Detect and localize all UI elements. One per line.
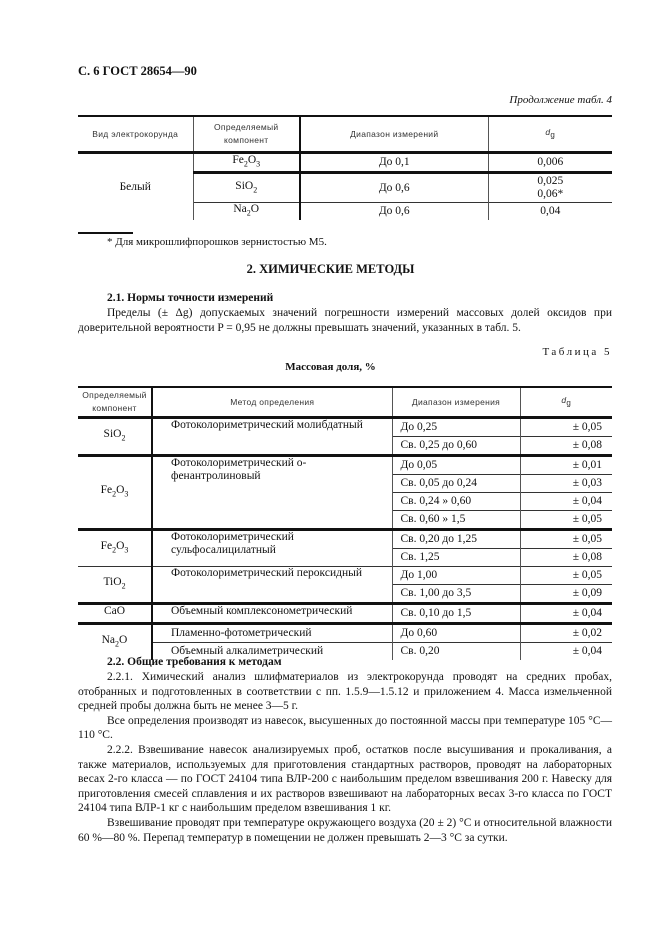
method-cell: Объемный алкалиметрический <box>152 643 392 661</box>
column-header: $d_g$ <box>488 116 612 153</box>
range-cell: Св. 0,20 <box>392 643 520 661</box>
section-2-2-body <box>78 670 612 845</box>
method-cell: Фотоколориметрический пероксидный <box>152 567 392 604</box>
section-title: 2. ХИМИЧЕСКИЕ МЕТОДЫ <box>246 262 415 276</box>
component-cell: $Na_2O$ <box>193 203 300 221</box>
component-cell: TiO$_2$ <box>78 567 152 604</box>
component-cell: $Na_2O$ <box>78 624 152 661</box>
d-cell: ± 0,02 <box>520 624 612 643</box>
table5-label: Таблица 5 <box>542 346 612 358</box>
column-header: Вид электрокорунда <box>78 116 193 153</box>
table-row <box>78 153 612 173</box>
range-cell: До 0,1 <box>300 153 488 173</box>
d-cell: ± 0,04 <box>520 493 612 511</box>
column-header: Диапазон измерения <box>392 387 520 418</box>
range-cell: Св. 0,60 » 1,5 <box>392 511 520 530</box>
column-header: Определяемый компонент <box>78 387 152 418</box>
paragraph: Все определения производят из навесок, высушенных до постоянной массы при температуре 105 °С—110 °С. <box>78 714 612 742</box>
component-cell: SiO$_2$ <box>103 428 126 443</box>
range-cell: Св. 0,25 до 0,60 <box>392 437 520 456</box>
group-cell: Белый <box>119 180 151 193</box>
paragraph: 2.2.1. Химический анализ шлифматериалов из электрокорунда проводят на средних пробах, отобранных и подготовленных в соответствии с пп. 1.5.9—1.5.12 и приложением 4. Масса измельченной средней пробы должна быть не менее 3—5 г. <box>78 671 612 713</box>
method-cell: Фотоколориметрический молибдатный <box>152 418 392 456</box>
table5-title: Массовая доля, % <box>285 361 376 373</box>
d-cell: ± 0,01 <box>520 456 612 475</box>
table-5 <box>78 386 612 660</box>
method-cell: Фотоколориметрический сульфосалицилатный <box>152 530 392 567</box>
column-header: Метод определения <box>152 387 392 418</box>
range-cell: До 0,6 <box>300 173 488 203</box>
table-header-row <box>78 116 612 153</box>
d-cell: ± 0,09 <box>520 585 612 604</box>
d-cell: ± 0,05 <box>520 530 612 549</box>
range-cell: Св. 0,05 до 0,24 <box>392 475 520 493</box>
range-cell: Св. 1,25 <box>392 549 520 567</box>
table-row <box>78 418 612 437</box>
table-4 <box>78 115 612 220</box>
method-cell: Объемный комплексонометрический <box>152 604 392 624</box>
table-row <box>78 456 612 475</box>
table4-caption: Продолжение табл. 4 <box>509 94 612 106</box>
range-cell: До 1,00 <box>392 567 520 585</box>
footnote-divider <box>78 232 133 234</box>
d-cell: ± 0,05 <box>520 418 612 437</box>
range-cell: Св. 0,24 » 0,60 <box>392 493 520 511</box>
d-cell: ± 0,05 <box>520 567 612 585</box>
range-cell: До 0,25 <box>392 418 520 437</box>
range-cell: До 0,6 <box>300 203 488 221</box>
subsection-title: 2.2. Общие требования к методам <box>107 656 282 668</box>
component-cell: SiO$_2$ <box>193 173 300 203</box>
d-cell: 0,006 <box>488 153 612 173</box>
method-cell: Пламенно-фотометрический <box>152 624 392 643</box>
component-cell: $Fe_2O_3$ <box>193 153 300 173</box>
table-row <box>78 530 612 549</box>
column-header: $d_g$ <box>520 387 612 418</box>
component-cell: CaO <box>78 604 152 624</box>
d-cell: ± 0,04 <box>520 643 612 661</box>
subsection-title: 2.1. Нормы точности измерений <box>107 292 274 304</box>
footnote: * Для микрошлифпорошков зернистостью М5. <box>107 236 327 248</box>
paragraph: 2.2.2. Взвешивание навесок анализируемых проб, остатков после высушивания и прокаливания, а также материалов, используемых для приготовления стандартных растворов, проводят на лабораторных весах 2-го класса — по ГОСТ 24104 типа ВЛР-200 с наибольшим пределом взвешивания 200 г. Навеску для приготовления смесей сплавления и их растворов взвешивают на лабораторных весах 3-го класса по ГОСТ 24104 типа ВЛР-1 кг с наибольшим пределом взвешивания 1 кг. <box>78 743 612 815</box>
d-cell: ± 0,05 <box>520 511 612 530</box>
range-cell: До 0,05 <box>392 456 520 475</box>
range-cell: Св. 1,00 до 3,5 <box>392 585 520 604</box>
d-cell: ± 0,08 <box>520 549 612 567</box>
table-header-row <box>78 387 612 418</box>
d-cell: ± 0,03 <box>520 475 612 493</box>
table-row <box>78 567 612 585</box>
page-header: С. 6 ГОСТ 28654—90 <box>78 64 197 78</box>
d-cell: 0,04 <box>488 203 612 221</box>
d-cell: ± 0,04 <box>520 604 612 624</box>
d-cell: 0,025 0,06* <box>488 173 612 203</box>
range-cell: Св. 0,10 до 1,5 <box>392 604 520 624</box>
paragraph: Пределы (± Δg) допускаемых значений погрешности измерений массовых долей оксидов при доверительной вероятности P = 0,95 не должны превышать значений, указанных в табл. 5. <box>78 307 612 334</box>
column-header: Определяемый компонент <box>193 116 300 153</box>
table-row <box>78 624 612 643</box>
column-header: Диапазон измерений <box>300 116 488 153</box>
component-cell: $Fe_2O_3$ <box>78 456 152 530</box>
paragraph: Взвешивание проводят при температуре окружающего воздуха (20 ± 2) °С и относительной влажности 60 %—80 %. Перепад температур в помещении не должен превышать 2—3 °С за сутки. <box>78 816 612 844</box>
method-cell: Фотоколориметрический о-фенантролиновый <box>152 456 392 530</box>
d-cell: ± 0,08 <box>520 437 612 456</box>
table-row <box>78 604 612 624</box>
range-cell: Св. 0,20 до 1,25 <box>392 530 520 549</box>
component-cell: $Fe_2O_3$ <box>78 530 152 567</box>
range-cell: До 0,60 <box>392 624 520 643</box>
